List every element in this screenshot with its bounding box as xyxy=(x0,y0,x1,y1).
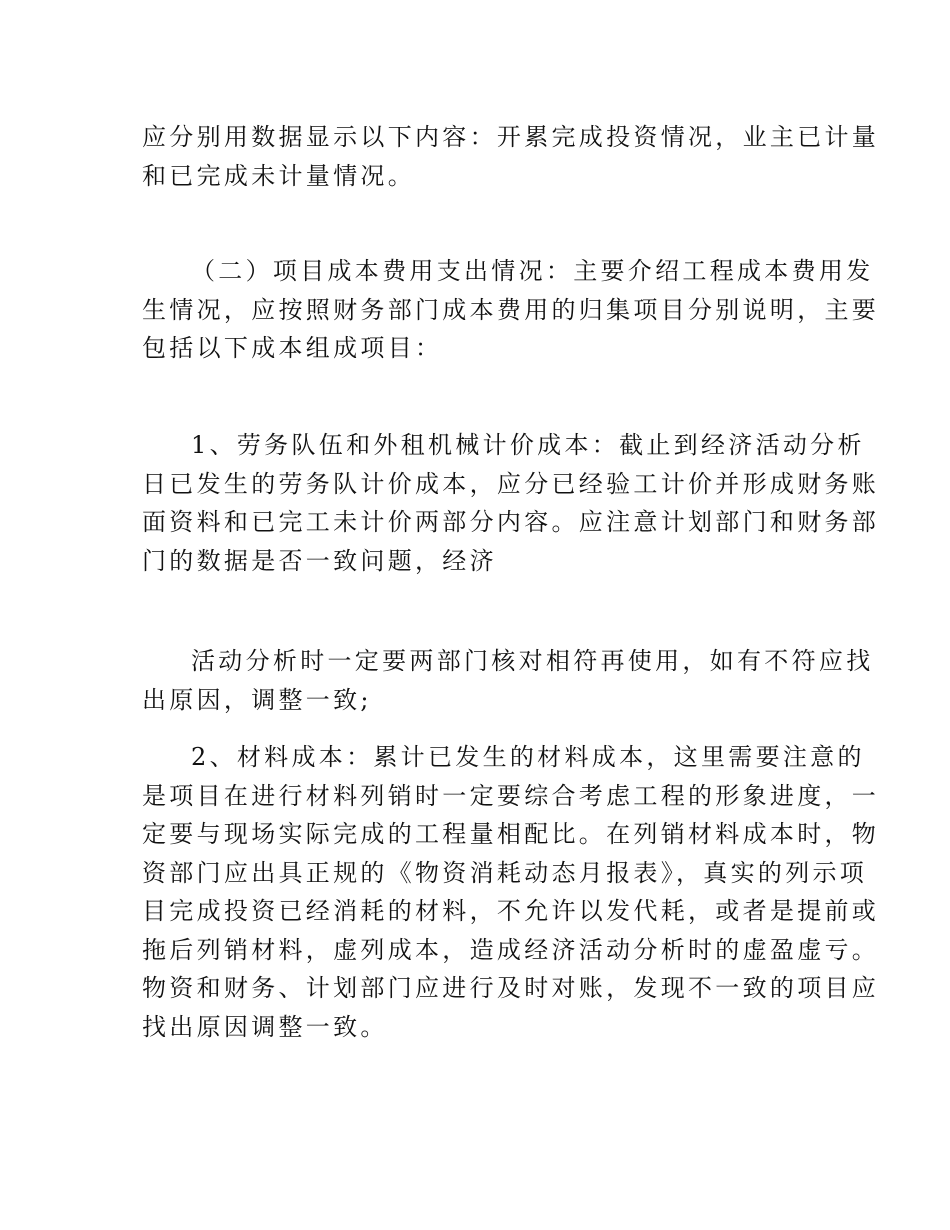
text-line: 拖后列销材料，虚列成本，造成经济活动分析时的虚盈虚亏。 xyxy=(142,935,880,964)
text-line: 出原因，调整一致; xyxy=(142,685,372,714)
paragraph-investment-summary xyxy=(142,118,880,195)
text-line: 门的数据是否一致问题，经济 xyxy=(142,546,497,575)
text-line: 日已发生的劳务队计价成本，应分已经验工计价并形成财务账 xyxy=(142,469,880,498)
text-line: 2、材料成本：累计已发生的材料成本，这里需要注意的 xyxy=(191,743,865,771)
text-line: 活动分析时一定要两部门核对相符再使用，如有不符应找 xyxy=(191,647,874,675)
text-line: 和已完成未计量情况。 xyxy=(142,161,415,190)
text-line: 物资和财务、计划部门应进行及时对账，发现不一致的项目应 xyxy=(142,974,880,1002)
text-line: 应分别用数据显示以下内容：开累完成投资情况，业主已计量 xyxy=(142,123,880,151)
text-line: 资部门应出具正规的《物资消耗动态月报表》，真实的列示项 xyxy=(142,858,868,887)
text-line: 生情况，应按照财务部门成本费用的归集项目分别说明，主要 xyxy=(142,295,880,324)
paragraph-cost-expenditure xyxy=(142,252,880,368)
paragraph-department-reconciliation xyxy=(142,642,874,719)
paragraph-material-cost xyxy=(142,738,880,1046)
text-line: 包括以下成本组成项目： xyxy=(142,334,443,362)
text-line: 目完成投资已经消耗的材料，不允许以发代耗，或者是提前或 xyxy=(142,897,880,925)
text-line: 1、劳务队伍和外租机械计价成本：截止到经济活动分析 xyxy=(191,431,865,459)
text-line: 是项目在进行材料列销时一定要综合考虑工程的形象进度，一 xyxy=(142,781,880,810)
text-line: 面资料和已完工未计价两部分内容。应注意计划部门和财务部 xyxy=(142,508,880,536)
text-line: （二）项目成本费用支出情况：主要介绍工程成本费用发 xyxy=(191,257,874,285)
paragraph-labor-machinery-cost xyxy=(142,426,880,580)
text-line: 找出原因调整一致。 xyxy=(142,1012,388,1041)
text-line: 定要与现场实际完成的工程量相配比。在列销材料成本时，物 xyxy=(142,820,880,848)
